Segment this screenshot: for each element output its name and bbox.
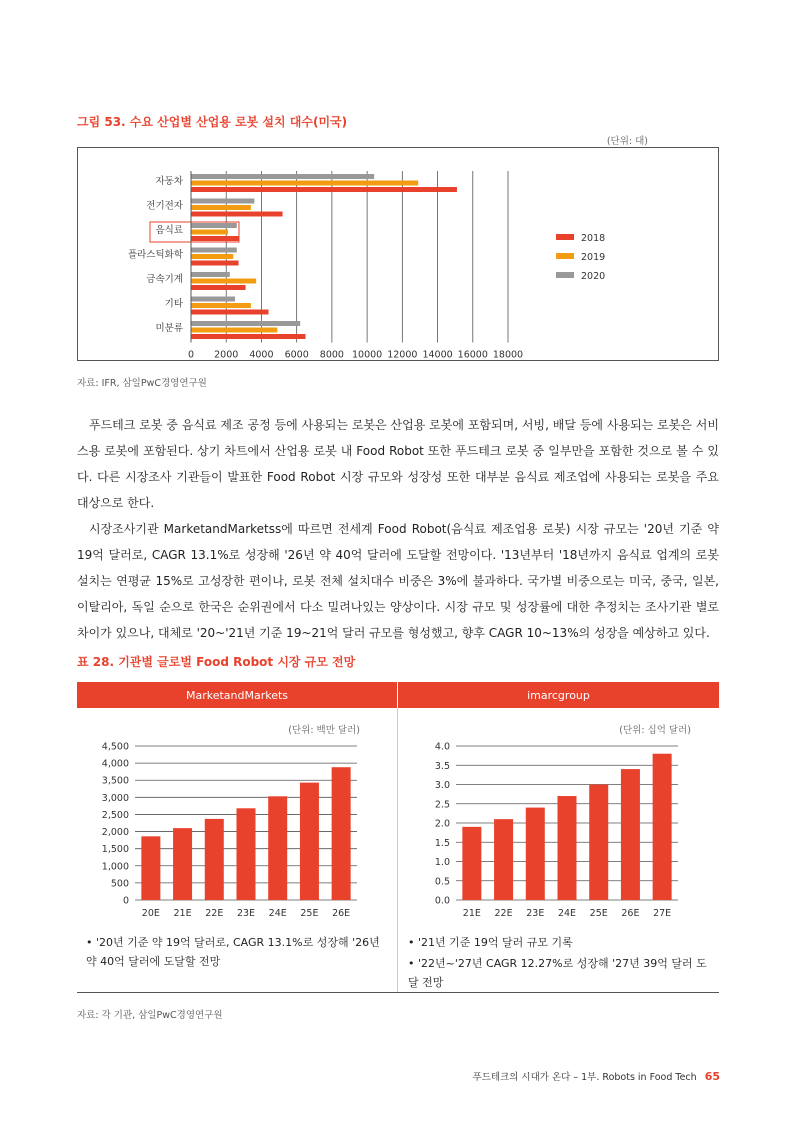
bar xyxy=(332,767,351,900)
x-tick-label: 26E xyxy=(332,908,351,919)
figure-unit: (단위: 대) xyxy=(606,136,648,147)
category-label: 전기전자 xyxy=(146,200,183,212)
y-tick-label: 2,000 xyxy=(101,827,129,839)
paragraph-1: 푸드테크 로봇 중 음식료 제조 공정 등에 사용되는 로봇은 산업용 로봇에 포함되며, 서빙, 배달 등에 사용되는 로봇은 서비스용 로봇에 포함된다. 상기 차트에서 산업용 로봇 내 Food Robot 또한 푸드테크 로봇 중 일부만을 포함한 것으로 볼 수 있다. 다른 시장조사 기관들이 발표한 Food Robot 시장 규모와 성장성 또한 대부분 음식료 제조업에 사용되는 로봇을 주요 대상으로 한다. xyxy=(77,418,719,510)
bar-2019 xyxy=(191,328,277,333)
x-tick-label: 10000 xyxy=(351,349,383,360)
list-item: • '20년 기준 약 19억 달러로, CAGR 13.1%로 성장해 '26년 약 40억 달러에 도달할 전망 xyxy=(86,936,380,968)
x-tick-label: 24E xyxy=(557,908,577,919)
y-tick-label: 0.5 xyxy=(434,876,450,888)
bar xyxy=(653,754,672,900)
left-chart-unit: (단위: 백만 달러) xyxy=(288,725,360,736)
x-tick-label: 4000 xyxy=(249,349,274,360)
page-number: 65 xyxy=(704,1070,720,1083)
table-header-right: imarcgroup xyxy=(398,682,719,708)
x-tick-label: 23E xyxy=(236,908,256,919)
list-item: • '22년~'27년 CAGR 12.27%로 성장해 '27년 39억 달러 도달 전망 xyxy=(408,957,707,989)
y-tick-label: 0 xyxy=(122,895,129,907)
x-tick-label: 25E xyxy=(300,908,319,919)
figure-title: 그림 53. 수요 산업별 산업용 로봇 설치 대수(미국) xyxy=(77,115,348,129)
bar-2018 xyxy=(191,212,283,217)
y-tick-label: 1,000 xyxy=(101,861,129,873)
x-tick-label: 0 xyxy=(187,349,195,360)
bar-2020 xyxy=(191,199,254,204)
bar xyxy=(621,769,640,900)
bar xyxy=(268,796,287,900)
left-bar-chart xyxy=(77,738,397,923)
figure-box xyxy=(77,147,719,361)
x-tick-label: 21E xyxy=(173,908,192,919)
y-tick-label: 2.5 xyxy=(434,799,450,811)
bar xyxy=(526,808,545,900)
bar-2019 xyxy=(191,254,233,259)
y-tick-label: 0.0 xyxy=(434,895,450,907)
y-tick-label: 4,000 xyxy=(101,758,129,770)
x-tick-label: 22E xyxy=(205,908,224,919)
figure-source: 자료: IFR, 삼일PwC경영연구원 xyxy=(77,378,207,389)
table-bottom-rule xyxy=(77,992,719,993)
x-tick-label: 23E xyxy=(526,908,545,919)
legend-swatch-2020 xyxy=(556,272,574,278)
horizontal-bar-chart xyxy=(78,148,718,360)
bar xyxy=(141,836,160,900)
bar-2018 xyxy=(191,334,305,339)
bar-2019 xyxy=(191,303,251,308)
paragraph-2: 시장조사기관 MarketandMarketss에 따르면 전세계 Food Robot(음식료 제조업용 로봇) 시장 규모는 '20년 기준 약 19억 달러로, CAGR 13.1%로 성장해 '26년 약 40억 달러에 도달할 전망이다. '13년부터 '18년까지 음식료 업계의 로봇 설치는 연평균 15%로 고성장한 편이나, 로봇 전체 설치대수 비중은 3%에 불과하다. 국가별 비중으로는 미국, 중국, 일본, 이탈리아, 독일 순으로 한국은 순위권에서 다소 밀려나있는 양상이다. 시장 규모 및 성장률에 대한 추정치는 조사기관 별로 차이가 있으나, 대체로 '20~'21년 기준 19~21억 달러 규모를 형성했고, 향후 CAGR 10~13%의 성장을 예상하고 있다. xyxy=(77,522,719,640)
bar xyxy=(462,827,481,900)
x-tick-label: 2000 xyxy=(214,349,239,360)
right-chart-unit: (단위: 십억 달러) xyxy=(619,725,691,736)
y-tick-label: 2,500 xyxy=(101,809,129,821)
page-footer xyxy=(473,1069,720,1083)
table-source: 자료: 각 기관, 삼일PwC경영연구원 xyxy=(77,1010,223,1021)
bar-2019 xyxy=(191,279,256,284)
x-tick-label: 22E xyxy=(494,908,513,919)
y-tick-label: 4.0 xyxy=(434,741,450,753)
y-tick-label: 500 xyxy=(110,878,129,890)
x-tick-label: 24E xyxy=(268,908,287,919)
bar-2020 xyxy=(191,297,235,302)
category-label: 자동차 xyxy=(155,176,183,187)
legend-label: 2018 xyxy=(581,233,606,244)
y-tick-label: 1.5 xyxy=(434,837,450,849)
bar xyxy=(300,783,319,900)
bar-2019 xyxy=(191,181,418,186)
bar-2019 xyxy=(191,205,251,210)
right-bar-chart xyxy=(398,738,719,923)
bar-2020 xyxy=(191,321,300,326)
table-header-left: MarketandMarkets xyxy=(77,682,397,708)
bar xyxy=(173,828,192,900)
bar-2019 xyxy=(191,230,228,235)
category-label: 음식료 xyxy=(155,225,183,236)
bar-2018 xyxy=(191,310,268,315)
left-bullet-list xyxy=(86,933,386,971)
bar xyxy=(237,808,256,900)
legend-label: 2019 xyxy=(581,252,606,263)
y-tick-label: 4,500 xyxy=(101,741,129,753)
y-tick-label: 1.0 xyxy=(434,857,450,868)
category-label: 플라스틱화학 xyxy=(127,249,183,261)
footer-text: 푸드테크의 시대가 온다 – 1부. Robots in Food Tech xyxy=(472,1072,697,1083)
bar-2018 xyxy=(191,261,239,266)
bar xyxy=(205,819,224,900)
legend-swatch-2018 xyxy=(556,234,574,240)
bar-2020 xyxy=(191,272,230,277)
y-tick-label: 3,500 xyxy=(101,775,129,787)
x-tick-label: 26E xyxy=(621,908,640,919)
bar xyxy=(494,819,513,900)
bar-2020 xyxy=(191,174,374,179)
bar-2018 xyxy=(191,285,246,290)
bar xyxy=(558,796,577,900)
x-tick-label: 21E xyxy=(462,908,481,919)
bar-2018 xyxy=(191,187,457,192)
y-tick-label: 3.0 xyxy=(434,780,450,791)
y-tick-label: 3.5 xyxy=(434,760,450,772)
bar xyxy=(589,785,608,901)
x-tick-label: 25E xyxy=(589,908,608,919)
category-label: 금속기계 xyxy=(146,274,183,285)
x-tick-label: 18000 xyxy=(492,349,524,360)
list-item: • '21년 기준 19억 달러 규모 기록 xyxy=(408,936,573,949)
x-tick-label: 20E xyxy=(141,908,160,919)
y-tick-label: 3,000 xyxy=(101,792,129,804)
x-tick-label: 14000 xyxy=(422,349,453,360)
x-tick-label: 8000 xyxy=(319,349,344,360)
legend-label: 2020 xyxy=(581,271,606,282)
bar-2020 xyxy=(191,223,237,228)
y-tick-label: 1,500 xyxy=(101,844,129,856)
x-tick-label: 6000 xyxy=(284,349,309,360)
x-tick-label: 12000 xyxy=(387,349,418,360)
y-tick-label: 2.0 xyxy=(434,818,450,830)
bar-2020 xyxy=(191,248,237,253)
x-tick-label: 16000 xyxy=(457,349,488,360)
legend-swatch-2019 xyxy=(556,253,574,259)
right-bullet-list xyxy=(408,933,710,992)
category-label: 미분류 xyxy=(155,323,183,334)
x-tick-label: 27E xyxy=(653,908,672,919)
category-label: 기타 xyxy=(164,298,183,310)
bar-2018 xyxy=(191,236,239,241)
table-title: 표 28. 기관별 글로벌 Food Robot 시장 규모 전망 xyxy=(77,655,356,669)
